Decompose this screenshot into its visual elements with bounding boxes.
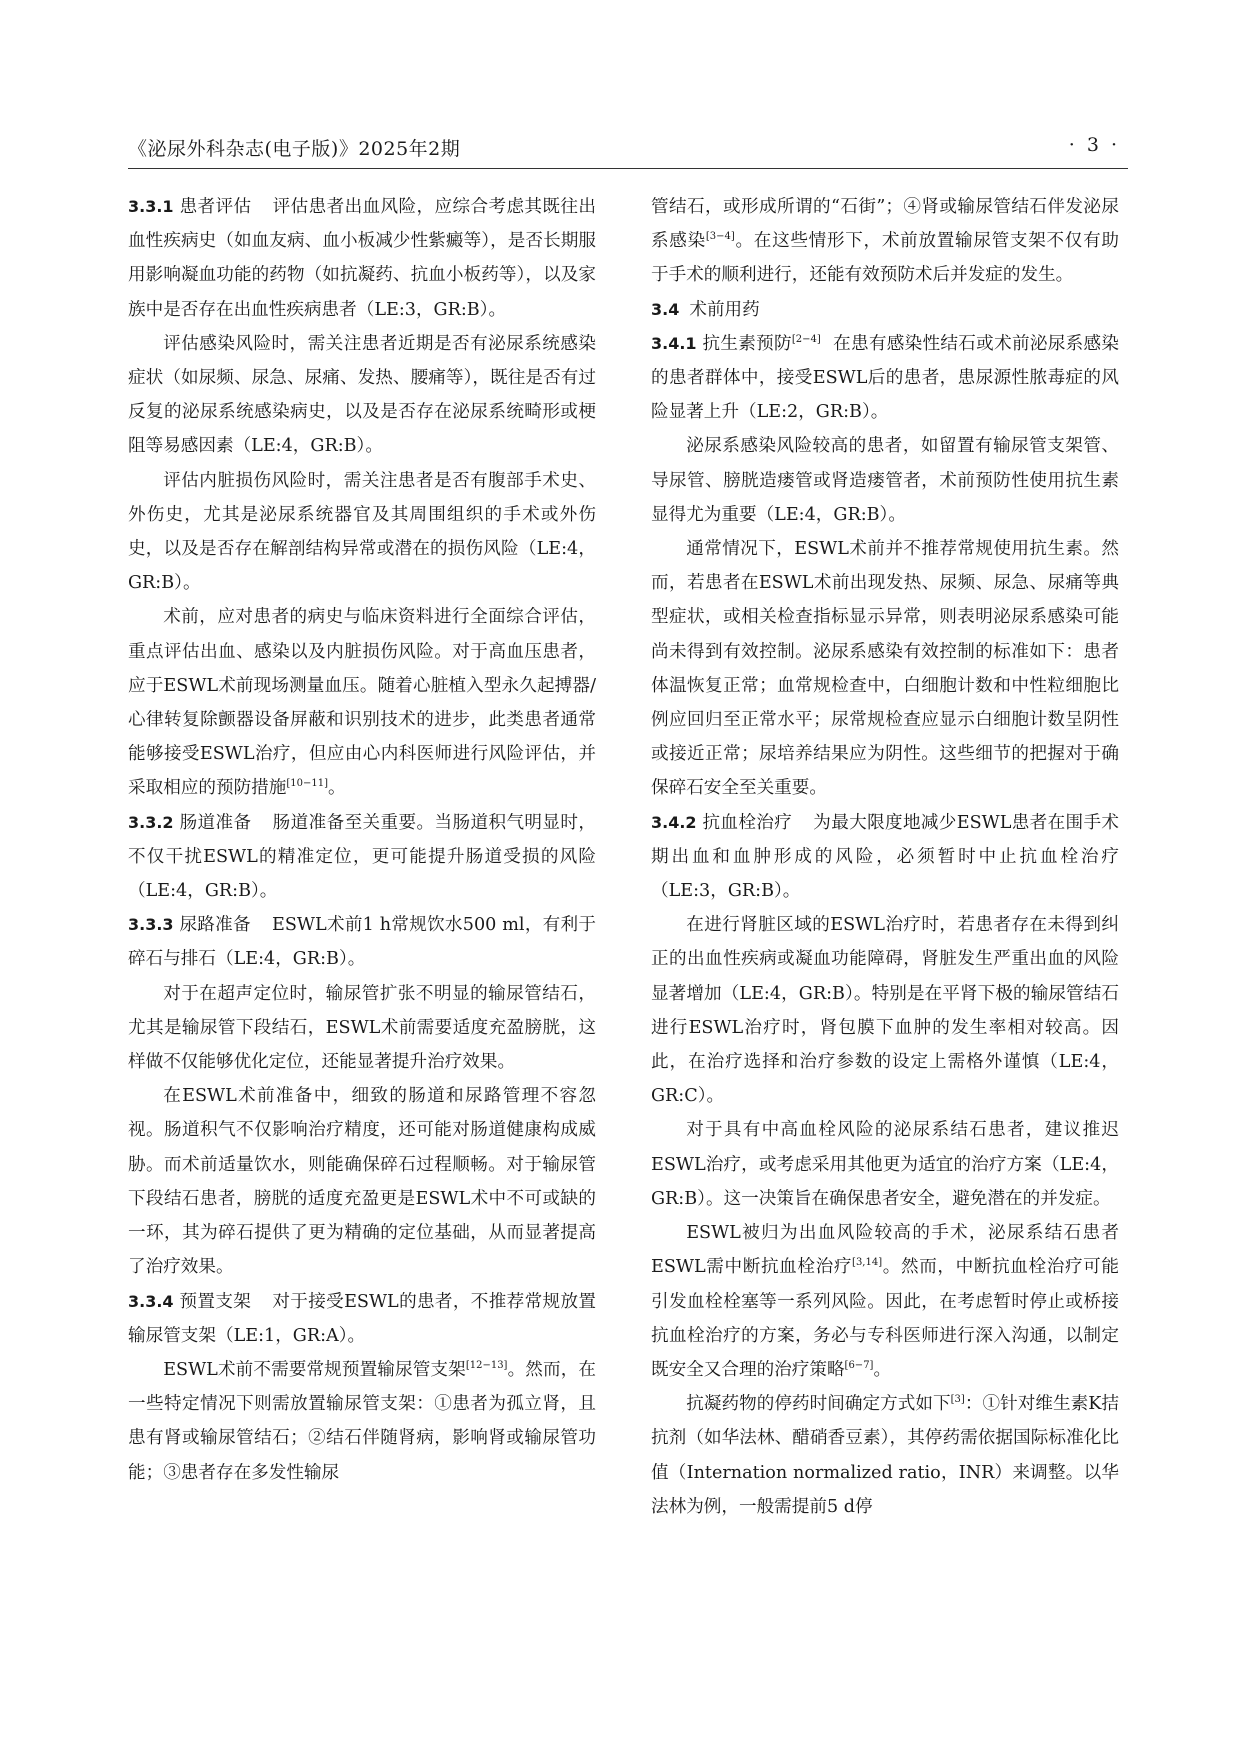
section-title: 肠道准备 [179,812,252,833]
section-number: 3.3.3 [128,915,174,935]
paragraph-text: 。 [328,778,346,799]
paragraph [128,600,596,805]
paragraph-text: 管结石，或形成所谓的“石街”；④肾或输尿管结石伴发泌尿系感染 [651,197,1119,252]
section-3-3-1 [128,190,596,327]
section-3-4 [651,293,1119,327]
section-title: 抗生素预防 [702,333,792,354]
section-number: 3.4 [651,299,680,319]
section-title: 患者评估 [179,197,252,217]
paragraph-text: ESWL被归为出血风险较高的手术，泌尿系结石患者ESWL需中断抗血栓治疗 [651,1223,1119,1278]
paragraph: 对于具有中高血栓风险的泌尿系结石患者，建议推迟ESWL治疗，或考虑采用其他更为适宜的治疗方案（LE:4，GR:B）。这一决策旨在确保患者安全，避免潜在的并发症。 [651,1120,1119,1209]
running-header [128,132,1128,169]
paragraph: 肠道准备至关重要。当肠道积气明显时，不仅干扰ESWL的精准定位，更可能提升肠道受损的风险（LE:4，GR:B）。 [128,812,596,902]
paragraph [128,1353,596,1490]
citation: [6−7] [844,1359,874,1371]
section-3-3-4 [128,1285,596,1353]
citation: [2−4] [791,333,821,345]
section-number: 3.3.1 [128,197,174,216]
section-3-4-2 [651,806,1119,909]
paragraph [651,1387,1119,1524]
left-column [128,190,596,1490]
citation: [12−13] [465,1359,508,1371]
citation: [3−4] [705,231,735,243]
paragraph: 评估患者出血风险，应综合考虑其既往出血性疾病史（如血友病、血小板减少性紫癜等），是否长期服用影响凝血功能的药物（如抗凝药、抗血小板药等），以及家族中是否存在出血性疾病患者（LE:3，GR:B）。 [128,197,596,320]
paragraph-text: 。在这些情形下，术前放置输尿管支架不仅有助于手术的顺利进行，还能有效预防术后并发症的发生。 [651,231,1119,286]
paragraph-text: 抗凝药物的停药时间确定方式如下 [686,1394,951,1415]
paragraph-text: 术前，应对患者的病史与临床资料进行全面综合评估，重点评估出血、感染以及内脏损伤风险。对于高血压患者，应于ESWL术前现场测量血压。随着心脏植入型永久起搏器/心律转复除颤器设备屏蔽和识别技术的进步，此类患者通常能够接受ESWL治疗，但应由心内科医师进行风险评估，并采取相应的预防措施 [128,607,596,799]
paragraph: 对于在超声定位时，输尿管扩张不明显的输尿管结石，尤其是输尿管下段结石，ESWL术前需要适度充盈膀胱，这样做不仅能够优化定位，还能显著提升治疗效果。 [128,983,596,1073]
section-3-4-1 [651,327,1119,430]
paragraph [651,1216,1119,1387]
section-number: 3.4.1 [651,333,697,353]
paragraph [651,190,1119,293]
paragraph: 对于接受ESWL的患者，不推荐常规放置输尿管支架（LE:1，GR:A）。 [128,1291,596,1346]
citation: [3,14] [852,1257,883,1269]
paragraph-text: 。然而，中断抗血栓治疗可能引发血栓栓塞等一系列风险。因此，在考虑暂时停止或桥接抗血栓治疗的方案，务必与专科医师进行深入沟通，以制定既安全又合理的治疗策略 [651,1257,1119,1380]
paragraph: 在进行肾脏区域的ESWL治疗时，若患者存在未得到纠正的出血性疾病或凝血功能障碍，肾脏发生严重出血的风险显著增加（LE:4，GR:B）。特别是在平肾下极的输尿管结石进行ESWL治疗时，肾包膜下血肿的发生率相对较高。因此，在治疗选择和治疗参数的设定上需格外谨慎（LE:4，GR:C）。 [651,915,1119,1107]
section-title: 抗血栓治疗 [702,812,793,833]
section-3-3-3 [128,908,596,976]
section-number: 3.4.2 [651,812,697,832]
paragraph-text: ESWL术前不需要常规预置输尿管支架 [163,1359,466,1380]
paragraph: 通常情况下，ESWL术前并不推荐常规使用抗生素。然而，若患者在ESWL术前出现发热、尿频、尿急、尿痛等典型症状，或相关检查指标显示异常，则表明泌尿系感染可能尚未得到有效控制。泌尿系感染有效控制的标准如下：患者体温恢复正常；血常规检查中，白细胞计数和中性粒细胞比例应回归至正常水平；尿常规检查应显示白细胞计数呈阴性或接近正常；尿培养结果应为阴性。这些细节的把握对于确保碎石安全至关重要。 [651,539,1119,799]
paragraph: 泌尿系感染风险较高的患者，如留置有输尿管支架管、导尿管、膀胱造瘘管或肾造瘘管者，术前预防性使用抗生素显得尤为重要（LE:4，GR:B）。 [651,436,1119,525]
journal-title: 《泌尿外科杂志(电子版)》2025年2期 [128,138,461,160]
section-title: 预置支架 [179,1291,252,1312]
page-number: · 3 · [1068,134,1120,156]
section-title: 尿路准备 [179,915,251,936]
section-number: 3.3.2 [128,812,174,832]
paragraph-text: ：①针对维生素K拮抗剂（如华法林、醋硝香豆素），其停药需依据国际标准化比值（Internation normalized ratio，INR）来调整。以华法林为例，一般需提前5 d停 [651,1394,1119,1517]
section-title: 术前用药 [689,299,760,320]
paragraph-text: 。然而，在一些特定情况下则需放置输尿管支架：①患者为孤立肾，且患有肾或输尿管结石；②结石伴随肾病，影响肾或输尿管功能；③患者存在多发性输尿 [128,1359,596,1483]
paragraph: 为最大限度地减少ESWL患者在围手术期出血和血肿形成的风险，必须暂时中止抗血栓治疗（LE:3，GR:B）。 [651,812,1119,902]
section-number: 3.3.4 [128,1291,174,1311]
paragraph: 评估感染风险时，需关注患者近期是否有泌尿系统感染症状（如尿频、尿急、尿痛、发热、腰痛等），既往是否有过反复的泌尿系统感染病史，以及是否存在泌尿系统畸形或梗阻等易感因素（LE:4，GR:B）。 [128,333,596,457]
paragraph: ESWL术前1 h常规饮水500 ml，有利于碎石与排石（LE:4，GR:B）。 [128,915,597,970]
section-3-3-2 [128,806,596,909]
paragraph-text: 。 [873,1359,892,1380]
right-column [651,190,1119,1524]
paragraph: 在患有感染性结石或术前泌尿系感染的患者群体中，接受ESWL后的患者，患尿源性脓毒症的风险显著上升（LE:2，GR:B）。 [651,333,1119,423]
citation: [3] [950,1394,965,1406]
paragraph: 评估内脏损伤风险时，需关注患者是否有腹部手术史、外伤史，尤其是泌尿系统器官及其周围组织的手术或外伤史，以及是否存在解剖结构异常或潜在的损伤风险（LE:4，GR:B）。 [128,470,596,594]
citation: [10−11] [286,778,328,790]
paragraph: 在ESWL术前准备中，细致的肠道和尿路管理不容忽视。肠道积气不仅影响治疗精度，还可能对肠道健康构成威胁。而术前适量饮水，则能确保碎石过程顺畅。对于输尿管下段结石患者，膀胱的适度充盈更是ESWL术中不可或缺的一环，其为碎石提供了更为精确的定位基础，从而显著提高了治疗效果。 [128,1086,596,1278]
